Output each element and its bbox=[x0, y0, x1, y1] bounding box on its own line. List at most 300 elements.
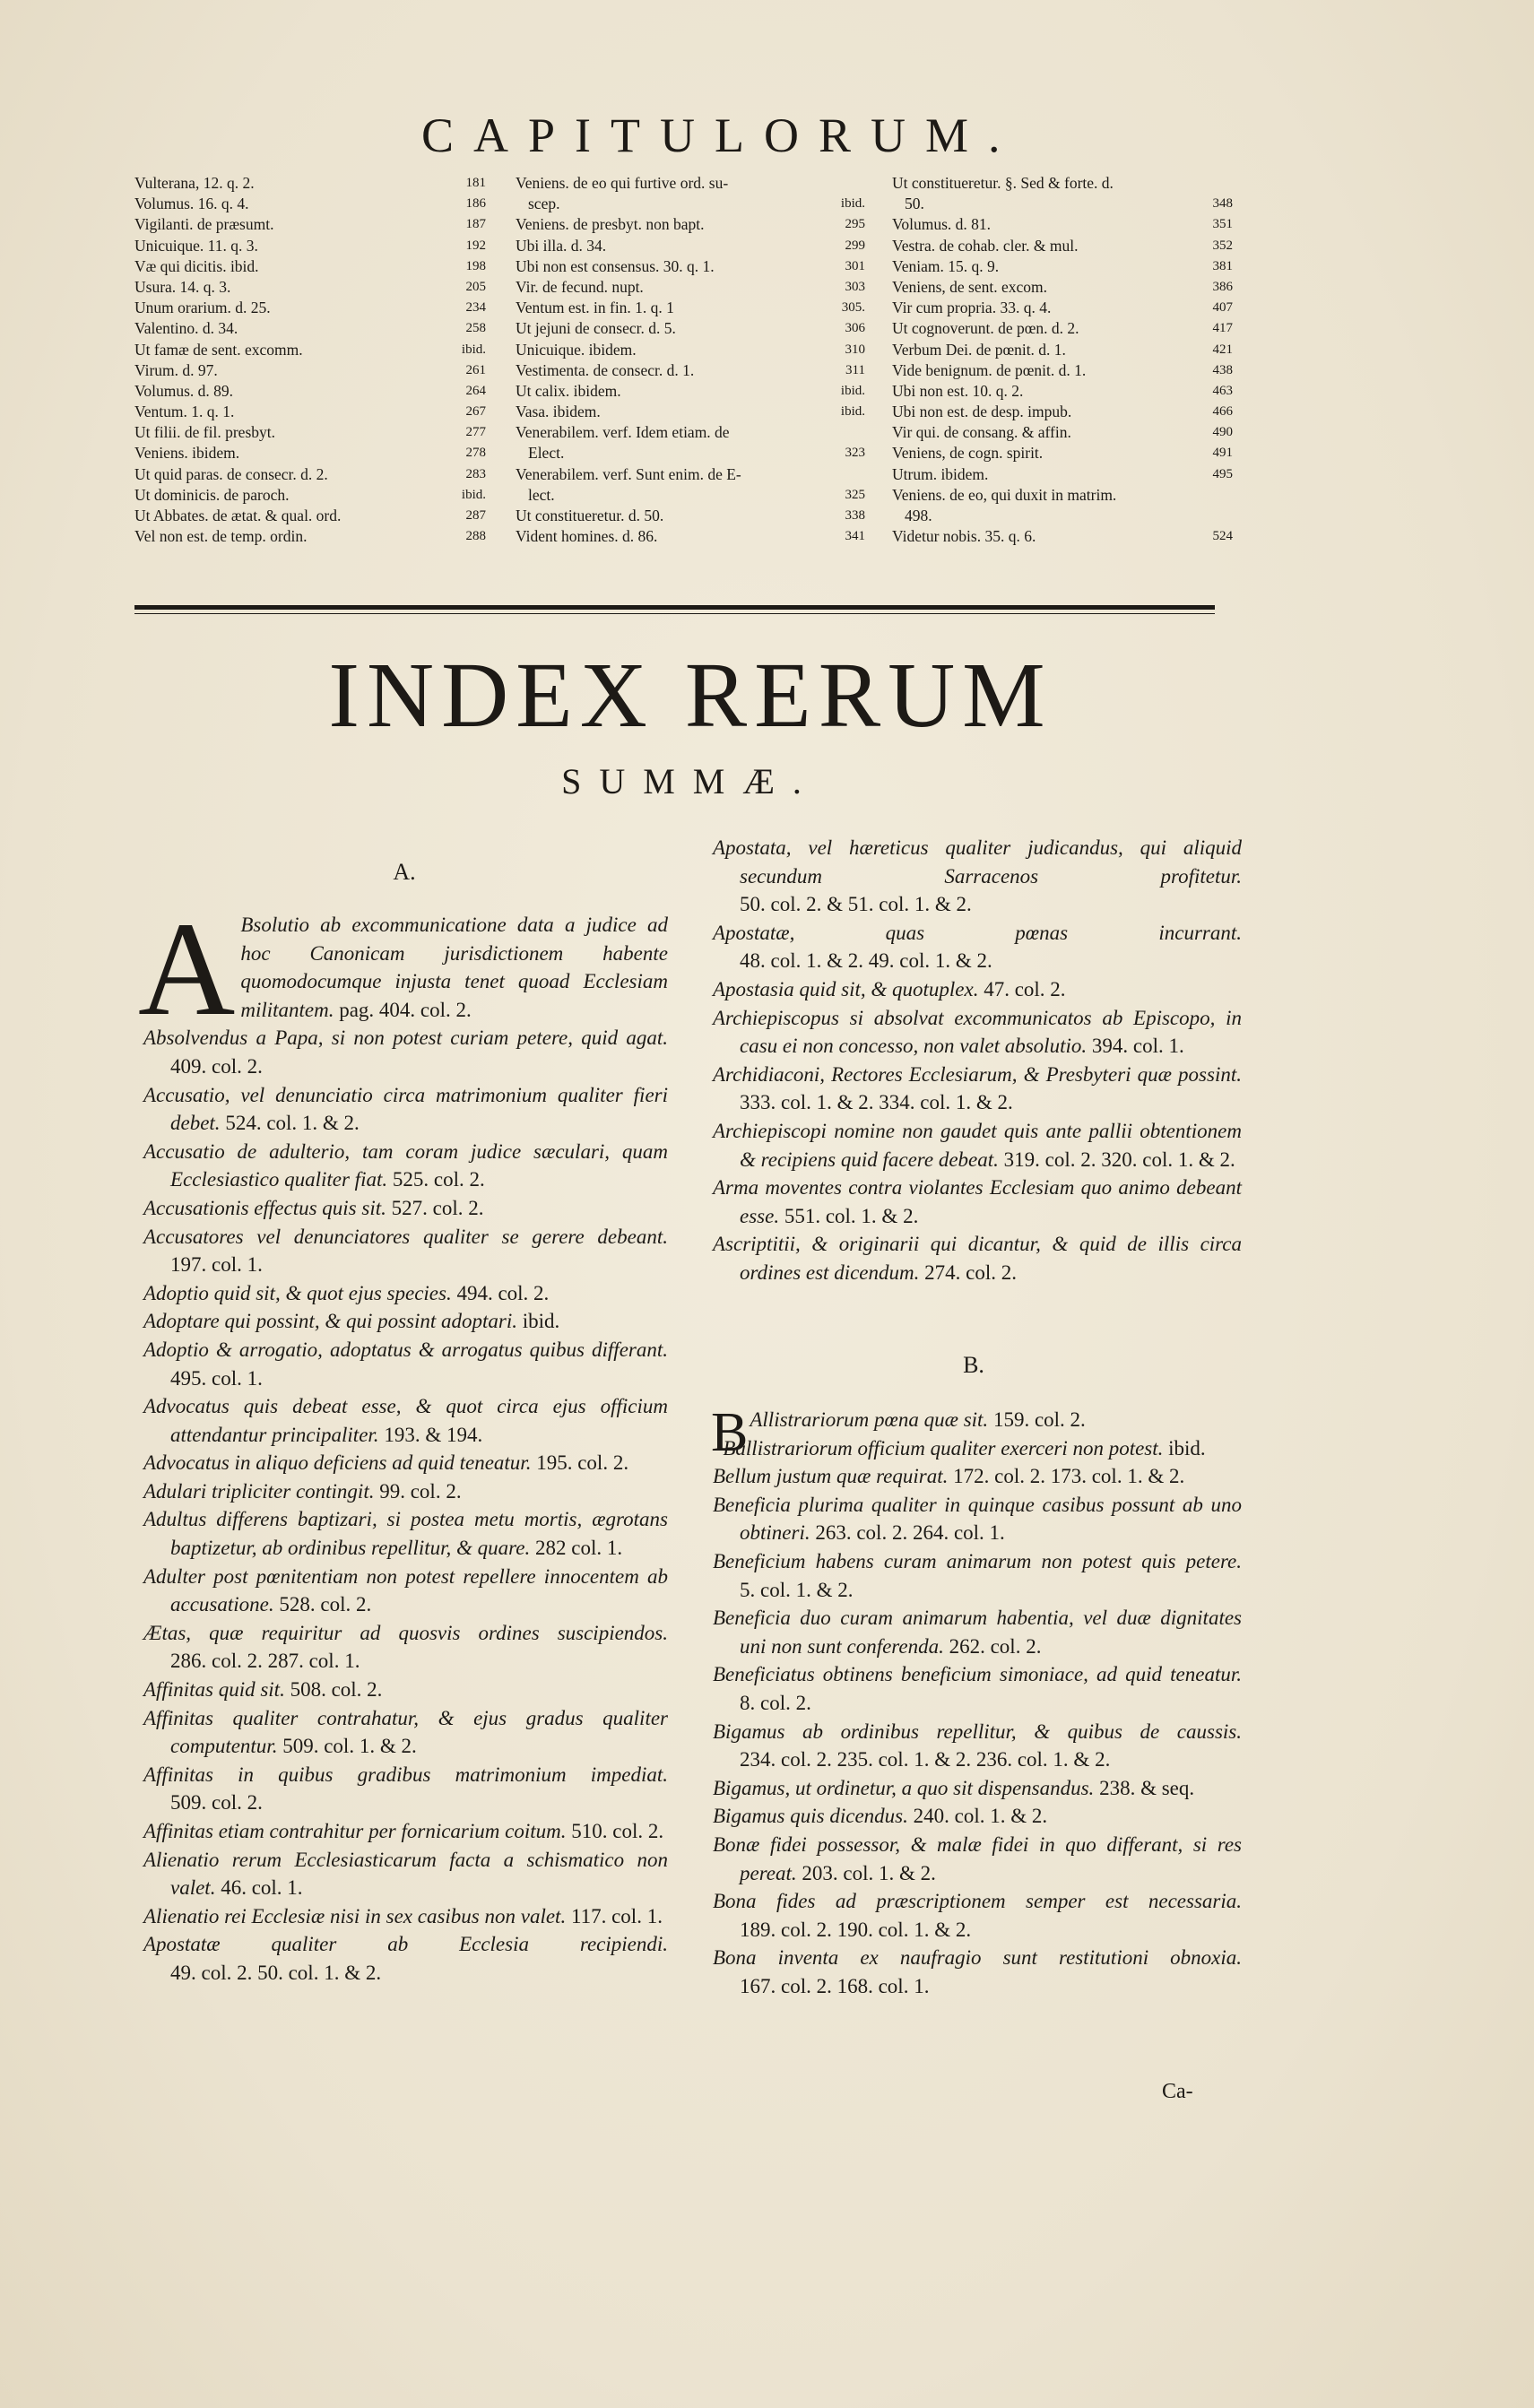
index-entry bbox=[713, 1174, 1242, 1230]
toc-entry-page: 205 bbox=[465, 279, 486, 294]
toc-row bbox=[516, 298, 865, 318]
toc-row bbox=[134, 173, 486, 194]
toc-entry-title: Unicuique. 11. q. 3. bbox=[134, 236, 258, 255]
toc-row bbox=[892, 526, 1233, 547]
toc-entry-title: Veniens. de eo qui furtive ord. su- bbox=[516, 174, 729, 192]
toc-entry-title: Ut Abbates. de ætat. & qual. ord. bbox=[134, 507, 342, 524]
index-entry-text: Apostatæ, quas pœnas incurrant. bbox=[713, 921, 1242, 944]
index-entry bbox=[143, 1505, 668, 1562]
toc-entry-title: Virum. d. 97. bbox=[134, 360, 218, 379]
toc-entry-title: Vident homines. d. 86. bbox=[516, 527, 658, 546]
index-entry-text: Beneficia duo curam animarum habentia, vel duæ dignitates uni non sunt conferenda. bbox=[713, 1607, 1242, 1658]
index-entry-ref: 525. col. 2. bbox=[392, 1168, 485, 1191]
toc-entry-title: Veniens. de presbyt. non bapt. bbox=[516, 215, 705, 234]
toc-entry-title: 498. bbox=[905, 507, 932, 524]
index-entry-text: Bigamus, ut ordinetur, a quo sit dispensandus. bbox=[713, 1776, 1095, 1799]
section-a-heading: A. bbox=[393, 859, 416, 885]
toc-entry-page: 323 bbox=[845, 446, 865, 461]
index-entry-text: Affinitas quid sit. bbox=[143, 1678, 285, 1702]
toc-row bbox=[892, 360, 1233, 381]
toc-entry-page: 310 bbox=[845, 342, 865, 357]
toc-entry-title: Vide benignum. de pœnit. d. 1. bbox=[892, 360, 1087, 379]
index-entry bbox=[713, 1718, 1242, 1774]
toc-row bbox=[892, 402, 1233, 422]
index-entry-ref: 551. col. 1. & 2. bbox=[784, 1204, 919, 1227]
toc-row bbox=[134, 402, 486, 422]
index-column-left bbox=[138, 895, 668, 1988]
toc-entry-title: Ut jejuni de consecr. d. 5. bbox=[516, 319, 676, 338]
index-entry bbox=[143, 1761, 668, 1817]
catchword: Ca- bbox=[1162, 2080, 1193, 2103]
toc-entry-page: 234 bbox=[465, 300, 486, 316]
toc-entry-title: Ubi non est. 10. q. 2. bbox=[892, 381, 1024, 400]
toc-entry-page: 301 bbox=[845, 258, 865, 273]
index-entry-text: Beneficia plurima qualiter in quinque casibus possunt ab uno obtineri. bbox=[713, 1493, 1242, 1545]
index-entry-ref: ibid. bbox=[1168, 1436, 1206, 1460]
index-entry-text: Accusationis effectus quis sit. bbox=[143, 1196, 386, 1219]
toc-entry-page: 311 bbox=[845, 362, 865, 377]
toc-entry-page: ibid. bbox=[461, 487, 486, 502]
toc-entry-title: Veniam. 15. q. 9. bbox=[892, 256, 1000, 275]
index-list-b bbox=[713, 1434, 1242, 2001]
index-entry bbox=[713, 1774, 1242, 1803]
toc-row bbox=[892, 298, 1233, 318]
index-entry bbox=[143, 1307, 668, 1336]
index-entry-text: Affinitas qualiter contrahatur, & ejus gradus qualiter computentur. bbox=[143, 1706, 668, 1758]
toc-entry-title: Venerabilem. verf. Sunt enim. de E- bbox=[516, 464, 741, 483]
toc-entry-page: 267 bbox=[465, 404, 486, 420]
toc-row bbox=[516, 194, 865, 214]
toc-entry-title: Ut cognoverunt. de pœn. d. 2. bbox=[892, 319, 1079, 338]
index-entry-ref: 509. col. 2. bbox=[170, 1791, 263, 1815]
toc-entry-title: Vigilanti. de præsumt. bbox=[134, 215, 274, 234]
index-entry-ref: 50. col. 2. & 51. col. 1. & 2. bbox=[740, 893, 972, 916]
toc-entry-page: 338 bbox=[845, 508, 865, 523]
toc-entry-title: Vir. de fecund. nupt. bbox=[516, 277, 644, 296]
index-entry-text: Bsolutio ab excommunicatione data a judice ad hoc Canonicam jurisdictionem habente quomodocumque injusta tenet quoad Ecclesiam militantem. bbox=[240, 914, 668, 1021]
toc-entry-page: 463 bbox=[1212, 383, 1233, 398]
toc-entry-title: Ubi non est. de desp. impub. bbox=[892, 403, 1072, 421]
toc-entry-page: 341 bbox=[845, 529, 865, 544]
toc-entry-title: Ut famæ de sent. excomm. bbox=[134, 340, 303, 359]
toc-entry-title: Vulterana, 12. q. 2. bbox=[134, 174, 255, 192]
toc-entry-page: 417 bbox=[1212, 321, 1233, 336]
index-entry-ref: 240. col. 1. & 2. bbox=[913, 1805, 1048, 1828]
toc-entry-page: 258 bbox=[465, 321, 486, 336]
toc-row bbox=[516, 506, 865, 526]
toc-row bbox=[516, 236, 865, 256]
toc-entry-title: 50. bbox=[905, 195, 924, 213]
index-entry bbox=[713, 1004, 1242, 1061]
index-entry-ref: 282 col. 1. bbox=[534, 1537, 623, 1560]
index-entry-ref: 5. col. 1. & 2. bbox=[740, 1578, 854, 1601]
toc-entry-page: 261 bbox=[465, 362, 486, 377]
toc-row bbox=[516, 318, 865, 339]
toc-entry-title: Volumus. 16. q. 4. bbox=[134, 195, 249, 213]
index-entry-text: Beneficium habens curam animarum non potest quis petere. bbox=[713, 1549, 1242, 1572]
index-entry-text: Archidiaconi, Rectores Ecclesiarum, & Presbyteri quæ possint. bbox=[713, 1062, 1242, 1086]
index-entry-text: Bigamus ab ordinibus repellitur, & quibus de caussis. bbox=[713, 1719, 1242, 1743]
index-list-a-continued bbox=[713, 834, 1242, 1287]
index-entry-text: Archiepiscopi nomine non gaudet quis ante pallii obtentionem & recipiens quid facere debeat. bbox=[713, 1119, 1242, 1171]
toc-entry-page: 524 bbox=[1212, 529, 1233, 544]
toc-row bbox=[516, 422, 865, 443]
toc-row bbox=[892, 277, 1233, 298]
index-entry-text: Arma moventes contra violantes Ecclesiam quo animo debeant esse. bbox=[713, 1176, 1242, 1227]
drop-cap-b: B bbox=[711, 1402, 749, 1463]
toc-entry-title: Usura. 14. q. 3. bbox=[134, 277, 231, 296]
index-entry-text: Affinitas etiam contrahitur per fornicarium coitum. bbox=[143, 1820, 567, 1842]
toc-row bbox=[516, 485, 865, 506]
toc-row bbox=[892, 173, 1233, 194]
drop-cap-a: A bbox=[138, 895, 236, 1044]
index-entry bbox=[143, 1563, 668, 1619]
toc-row bbox=[134, 506, 486, 526]
toc-entry-title: Valentino. d. 34. bbox=[134, 319, 238, 338]
toc-row bbox=[516, 402, 865, 422]
index-entry bbox=[713, 1604, 1242, 1660]
toc-entry-title: Ventum. 1. q. 1. bbox=[134, 403, 235, 421]
index-entry bbox=[143, 1902, 668, 1931]
toc-row bbox=[892, 464, 1233, 485]
index-entry-text: Adoptare qui possint, & qui possint adoptari. bbox=[143, 1310, 518, 1333]
toc-column-3 bbox=[892, 173, 1233, 547]
index-entry bbox=[143, 1704, 668, 1761]
index-entry-text: Apostasia quid sit, & quotuplex. bbox=[713, 977, 979, 1000]
toc-entry-title: Verbum Dei. de pœnit. d. 1. bbox=[892, 340, 1066, 359]
index-entry-ref: 510. col. 2. bbox=[571, 1820, 664, 1842]
index-entry-ref: 494. col. 2. bbox=[456, 1281, 550, 1304]
index-entry bbox=[713, 975, 1242, 1004]
index-entry-ref: 117. col. 1. bbox=[570, 1904, 663, 1927]
index-entry bbox=[713, 1831, 1242, 1887]
toc-entry-page: 305. bbox=[841, 300, 865, 316]
toc-entry-page: 186 bbox=[465, 196, 486, 212]
index-entry-ref: 528. col. 2. bbox=[279, 1593, 372, 1616]
index-entry-ref: 524. col. 1. & 2. bbox=[225, 1112, 360, 1135]
toc-row bbox=[134, 340, 486, 360]
toc-row bbox=[892, 443, 1233, 463]
toc-row bbox=[516, 173, 865, 194]
toc-entry-page: 299 bbox=[845, 238, 865, 253]
index-entry-ref: 167. col. 2. 168. col. 1. bbox=[740, 1974, 930, 1997]
toc-entry-title: Vir cum propria. 33. q. 4. bbox=[892, 299, 1052, 317]
index-entry-text: Bellum justum quæ requirat. bbox=[713, 1465, 949, 1488]
toc-row bbox=[134, 256, 486, 277]
index-entry-text: Absolvendus a Papa, si non potest curiam petere, quid agat. bbox=[143, 1026, 668, 1050]
index-entry-ref: 409. col. 2. bbox=[170, 1054, 263, 1078]
toc-entry-title: Veniens. ibidem. bbox=[134, 444, 240, 463]
toc-entry-title: Veniens, de cogn. spirit. bbox=[892, 444, 1044, 463]
toc-row bbox=[892, 422, 1233, 443]
toc-row bbox=[516, 340, 865, 360]
index-entry-text: Apostatæ qualiter ab Ecclesia recipiendi. bbox=[143, 1933, 668, 1956]
toc-row bbox=[516, 443, 865, 463]
index-entry-ref: 234. col. 2. 235. col. 1. & 2. 236. col. 1. & 2. bbox=[740, 1748, 1111, 1771]
toc-row bbox=[134, 443, 486, 463]
index-entry bbox=[143, 1477, 668, 1506]
index-entry bbox=[713, 919, 1242, 975]
index-entry-ref: 333. col. 1. & 2. 334. col. 1. & 2. bbox=[740, 1091, 1013, 1114]
index-entry-ref: 286. col. 2. 287. col. 1. bbox=[170, 1650, 360, 1673]
index-entry-text: Adultus differens baptizari, si postea metu mortis, ægrotans baptizetur, ab ordinibus repellitur, & quare. bbox=[143, 1508, 668, 1560]
index-entry-ref: 8. col. 2. bbox=[740, 1691, 811, 1714]
index-entry bbox=[143, 1676, 668, 1704]
toc-row bbox=[892, 318, 1233, 339]
toc-entry-title: Unicuique. ibidem. bbox=[516, 340, 637, 359]
toc-entry-title: Ubi non est consensus. 30. q. 1. bbox=[516, 256, 715, 275]
index-entry-text: Accusatio de adulterio, tam coram judice sæculari, quam Ecclesiastico qualiter fiat. bbox=[143, 1139, 668, 1191]
toc-entry-title: Vir qui. de consang. & affin. bbox=[892, 423, 1071, 442]
toc-row bbox=[516, 381, 865, 402]
toc-entry-page: 381 bbox=[1212, 258, 1233, 273]
toc-entry-page: 490 bbox=[1212, 425, 1233, 440]
toc-entry-title: Veniens, de sent. excom. bbox=[892, 277, 1048, 296]
index-entry-text: Ætas, quæ requiritur ad quosvis ordines suscipiendos. bbox=[143, 1621, 668, 1644]
index-entry-text: Alienatio rei Ecclesiæ nisi in sex casibus non valet. bbox=[143, 1904, 567, 1927]
toc-row bbox=[516, 464, 865, 485]
toc-row bbox=[134, 381, 486, 402]
toc-entry-title: Ut constitueretur. d. 50. bbox=[516, 507, 664, 524]
index-entry-ref: 527. col. 2. bbox=[391, 1196, 484, 1219]
index-entry-ref: 262. col. 2. bbox=[949, 1634, 1042, 1658]
toc-row bbox=[134, 360, 486, 381]
toc-entry-page: 407 bbox=[1212, 300, 1233, 316]
toc-row bbox=[134, 464, 486, 485]
index-entry-text: Bigamus quis dicendus. bbox=[713, 1805, 908, 1828]
index-entry-ref: 263. col. 2. 264. col. 1. bbox=[815, 1521, 1005, 1545]
toc-entry-page: ibid. bbox=[461, 342, 486, 357]
toc-entry-page: 181 bbox=[465, 176, 486, 190]
toc-entry-title: Utrum. ibidem. bbox=[892, 464, 989, 483]
toc-entry-page: 325 bbox=[845, 487, 865, 502]
index-entry-ref: 189. col. 2. 190. col. 1. & 2. bbox=[740, 1918, 972, 1941]
index-column-right bbox=[713, 834, 1242, 1287]
toc-row bbox=[134, 277, 486, 298]
index-entry-ref: pag. 404. col. 2. bbox=[339, 998, 472, 1021]
index-entry bbox=[143, 1279, 668, 1308]
divider-thick bbox=[134, 605, 1215, 610]
index-entry bbox=[143, 1223, 668, 1279]
toc-entry-page: 283 bbox=[465, 466, 486, 481]
index-entry-ref: 193. & 194. bbox=[384, 1423, 483, 1446]
index-entry bbox=[713, 1462, 1242, 1491]
index-entry bbox=[713, 1887, 1242, 1944]
index-entry bbox=[143, 1138, 668, 1194]
toc-entry-page: 288 bbox=[465, 529, 486, 544]
index-entry-ref: 509. col. 1. & 2. bbox=[282, 1735, 417, 1758]
toc-row bbox=[134, 236, 486, 256]
toc-entry-title: Ut constitueretur. §. Sed & forte. d. bbox=[892, 174, 1114, 192]
toc-row bbox=[892, 214, 1233, 235]
toc-entry-page: 192 bbox=[465, 238, 486, 253]
toc-entry-page: 386 bbox=[1212, 279, 1233, 294]
index-entry-ref: 274. col. 2. bbox=[924, 1260, 1017, 1284]
toc-entry-page: 278 bbox=[465, 446, 486, 461]
index-entry-text: Allistrariorum pœna quæ sit. bbox=[750, 1408, 989, 1431]
toc-entry-page: 351 bbox=[1212, 217, 1233, 232]
index-entry-text: Adulari tripliciter contingit. bbox=[143, 1479, 375, 1503]
index-entry-text: Adoptio quid sit, & quot ejus species. bbox=[143, 1281, 452, 1304]
toc-entry-title: lect. bbox=[528, 485, 555, 504]
index-entry bbox=[143, 1336, 668, 1392]
toc-entry-title: Vasa. ibidem. bbox=[516, 403, 601, 421]
toc-entry-page: 187 bbox=[465, 217, 486, 232]
index-entry bbox=[143, 1392, 668, 1449]
index-entry-text: Bona fides ad præscriptionem semper est necessaria. bbox=[713, 1890, 1242, 1913]
toc-row bbox=[892, 194, 1233, 214]
index-entry-ref: 197. col. 1. bbox=[170, 1253, 263, 1277]
index-entry bbox=[143, 1817, 668, 1846]
divider-thin bbox=[134, 613, 1215, 614]
index-entry bbox=[143, 1194, 668, 1223]
toc-row bbox=[134, 485, 486, 506]
index-entry bbox=[713, 1117, 1242, 1174]
toc-entry-page: 438 bbox=[1212, 362, 1233, 377]
index-entry-ref: 508. col. 2. bbox=[290, 1678, 383, 1702]
toc-entry-page: 303 bbox=[845, 279, 865, 294]
toc-row bbox=[892, 340, 1233, 360]
toc-entry-title: Ut dominicis. de paroch. bbox=[134, 485, 290, 504]
toc-entry-page: 348 bbox=[1212, 196, 1233, 212]
toc-row bbox=[892, 256, 1233, 277]
index-entry-text: Adulter post pœnitentiam non potest repellere innocentem ab accusatione. bbox=[143, 1564, 668, 1616]
toc-entry-page: 287 bbox=[465, 508, 486, 523]
toc-entry-title: Elect. bbox=[528, 444, 565, 463]
index-entry-ref: 172. col. 2. 173. col. 1. & 2. bbox=[953, 1465, 1185, 1488]
index-entry-text: Alienatio rerum Ecclesiasticarum facta a schismatico non valet. bbox=[143, 1848, 668, 1900]
toc-entry-title: Ut quid paras. de consecr. d. 2. bbox=[134, 464, 328, 483]
index-entry bbox=[713, 1547, 1242, 1604]
toc-entry-title: Ventum est. in fin. 1. q. 1 bbox=[516, 299, 674, 317]
toc-entry-page: 352 bbox=[1212, 238, 1233, 253]
index-entry-text: Advocatus quis debeat esse, & quot circa ejus officium attendantur principaliter. bbox=[143, 1395, 668, 1446]
index-entry-text: Apostata, vel hæreticus qualiter judicandus, qui aliquid secundum Sarracenos profitetur. bbox=[713, 836, 1242, 888]
toc-entry-page: 277 bbox=[465, 425, 486, 440]
index-entry bbox=[713, 1491, 1242, 1547]
toc-entry-page: 198 bbox=[465, 258, 486, 273]
index-entry bbox=[713, 1944, 1242, 2000]
toc-entry-title: Ut calix. ibidem. bbox=[516, 381, 621, 400]
toc-entry-page: ibid. bbox=[840, 383, 865, 398]
toc-row bbox=[892, 485, 1233, 506]
index-column-right-b bbox=[711, 1402, 1242, 2000]
index-entry bbox=[143, 1930, 668, 1987]
toc-row bbox=[516, 256, 865, 277]
index-entry-text: Advocatus in aliquo deficiens ad quid teneatur. bbox=[143, 1451, 532, 1475]
index-entry-ref: 394. col. 1. bbox=[1091, 1035, 1184, 1058]
index-entry bbox=[713, 1230, 1242, 1286]
toc-column-1 bbox=[134, 173, 486, 547]
toc-row bbox=[134, 526, 486, 547]
toc-entry-title: Videtur nobis. 35. q. 6. bbox=[892, 527, 1036, 546]
toc-entry-title: Volumus. d. 89. bbox=[134, 381, 234, 400]
index-entry-ref: 46. col. 1. bbox=[221, 1876, 303, 1900]
index-entry-ref: 159. col. 2. bbox=[992, 1408, 1086, 1431]
toc-entry-title: Vestra. de cohab. cler. & mul. bbox=[892, 236, 1079, 255]
toc-column-2 bbox=[516, 173, 865, 547]
toc-entry-page: 264 bbox=[465, 383, 486, 398]
index-entry-ref: 319. col. 2. 320. col. 1. & 2. bbox=[1003, 1148, 1235, 1171]
toc-row bbox=[134, 318, 486, 339]
index-entry-text: Accusatores vel denunciatores qualiter se gerere debeant. bbox=[143, 1225, 668, 1248]
toc-row bbox=[516, 277, 865, 298]
index-entry bbox=[713, 1802, 1242, 1831]
toc-row bbox=[134, 298, 486, 318]
index-entry-text: Archiepiscopus si absolvat excommunicatos ab Episcopo, in casu ei non concesso, non valet absolutio. bbox=[713, 1006, 1242, 1058]
index-list-a bbox=[143, 1024, 668, 1987]
toc-row bbox=[892, 381, 1233, 402]
toc-entry-title: Unum orarium. d. 25. bbox=[134, 299, 271, 317]
index-entry-ref: ibid. bbox=[522, 1310, 560, 1333]
index-entry bbox=[713, 1660, 1242, 1717]
toc-entry-page: ibid. bbox=[840, 196, 865, 212]
index-subtitle: SUMMÆ. bbox=[561, 761, 819, 801]
index-entry-text: Adoptio & arrogatio, adoptatus & arrogatus quibus differant. bbox=[143, 1338, 668, 1361]
toc-row bbox=[516, 526, 865, 547]
toc-entry-page: 495 bbox=[1212, 466, 1233, 481]
toc-entry-title: Veniens. de eo, qui duxit in matrim. bbox=[892, 485, 1117, 504]
toc-row bbox=[134, 214, 486, 235]
index-entry-ref: 99. col. 2. bbox=[379, 1479, 462, 1503]
index-entry-ref: 48. col. 1. & 2. 49. col. 1. & 2. bbox=[740, 949, 992, 973]
index-title: INDEX RERUM bbox=[328, 644, 1053, 747]
index-entry-text: Beneficiatus obtinens beneficium simoniace, ad quid teneatur. bbox=[713, 1663, 1242, 1686]
toc-row bbox=[516, 360, 865, 381]
toc-row bbox=[134, 194, 486, 214]
toc-entry-page: 466 bbox=[1212, 404, 1233, 420]
index-entry bbox=[713, 1434, 1242, 1463]
toc-entry-title: Volumus. d. 81. bbox=[892, 215, 992, 234]
toc-entry-title: Ut filii. de fil. presbyt. bbox=[134, 423, 275, 442]
toc-entry-page: 491 bbox=[1212, 446, 1233, 461]
index-entry bbox=[143, 1619, 668, 1676]
index-entry-ref: 238. & seq. bbox=[1099, 1776, 1195, 1799]
index-entry-text: Affinitas in quibus gradibus matrimonium impediat. bbox=[143, 1763, 668, 1786]
index-entry-ref: 203. col. 1. & 2. bbox=[802, 1861, 936, 1884]
toc-entry-title: Vestimenta. de consecr. d. 1. bbox=[516, 360, 695, 379]
toc-entry-page: 421 bbox=[1212, 342, 1233, 357]
index-entry-ref: 47. col. 2. bbox=[984, 977, 1066, 1000]
index-entry-ref: 495. col. 1. bbox=[170, 1366, 263, 1390]
index-entry-ref: 49. col. 2. 50. col. 1. & 2. bbox=[170, 1961, 382, 1984]
toc-entry-title: Ubi illa. d. 34. bbox=[516, 236, 607, 255]
index-entry-text: Bona inventa ex naufragio sunt restitutioni obnoxia. bbox=[713, 1946, 1242, 1970]
toc-entry-title: scep. bbox=[528, 195, 560, 213]
index-entry-text: Bonæ fidei possessor, & malæ fidei in quo differant, si res pereat. bbox=[713, 1832, 1242, 1884]
index-entry-text: Accusatio, vel denunciatio circa matrimonium qualiter fieri debet. bbox=[143, 1083, 668, 1135]
section-b-heading: B. bbox=[963, 1352, 984, 1378]
index-entry-text: Ascriptitii, & originarii qui dicantur, & quid de illis circa ordines est dicendum. bbox=[713, 1233, 1242, 1284]
toc-entry-page: 295 bbox=[845, 217, 865, 232]
toc-entry-title: Vel non est. de temp. ordin. bbox=[134, 527, 308, 546]
index-entry bbox=[713, 1061, 1242, 1117]
index-entry-ref: 195. col. 2. bbox=[536, 1451, 629, 1475]
index-entry bbox=[713, 834, 1242, 919]
page-heading: CAPITULORUM. bbox=[421, 108, 1020, 162]
toc-entry-title: Væ qui dicitis. ibid. bbox=[134, 256, 259, 275]
index-entry bbox=[143, 1081, 668, 1138]
toc-row bbox=[134, 422, 486, 443]
toc-entry-page: ibid. bbox=[840, 404, 865, 420]
toc-row bbox=[516, 214, 865, 235]
index-entry-text: Ballistrariorum officium qualiter exerceri non potest. bbox=[723, 1436, 1164, 1460]
index-entry bbox=[143, 1846, 668, 1902]
toc-entry-title: Venerabilem. verf. Idem etiam. de bbox=[516, 423, 730, 442]
toc-row bbox=[892, 506, 1233, 526]
index-entry bbox=[143, 1449, 668, 1477]
toc-row bbox=[892, 236, 1233, 256]
